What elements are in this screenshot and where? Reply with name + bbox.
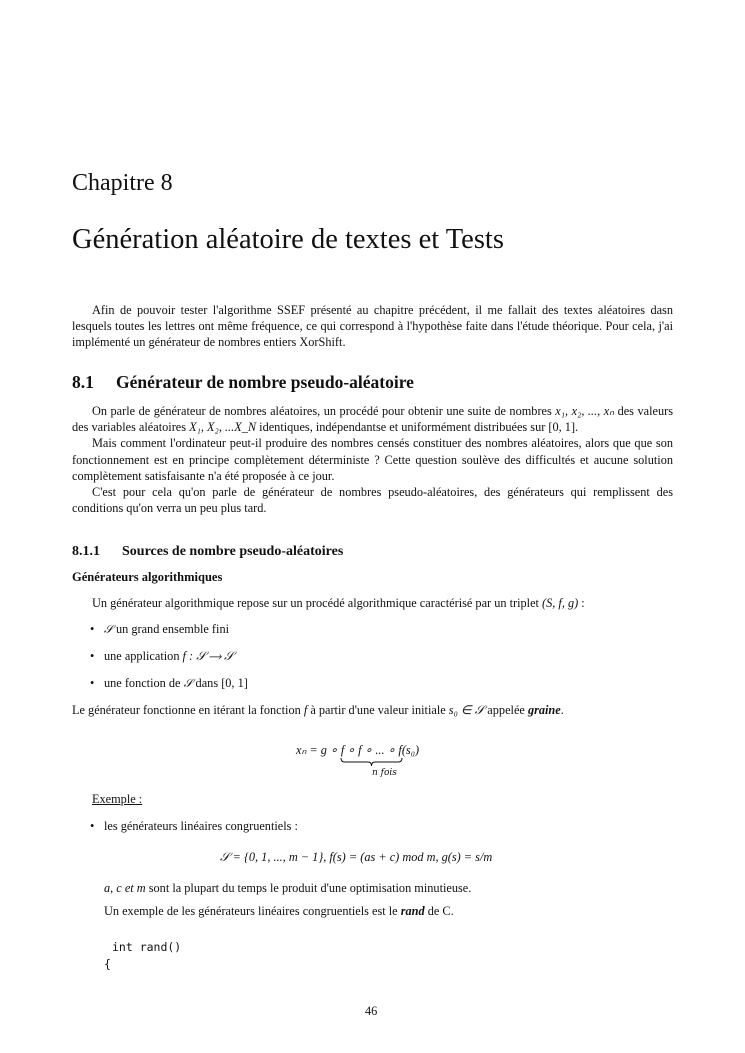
intro-text: Afin de pouvoir tester l'algorithme SSEF présenté au chapitre précédent, il me fallait des textes aléatoires dasn lesquels toutes les lettres ont même fréquence, ce qui correspond à l'hypothèse faite dans l'étude théorique. Pour cela, j'ai implémenté un générateur de nombres entiers XorShift. [72,303,673,350]
bullet-1-math: 𝒮 [104,622,113,636]
example-label: Exemple : [92,792,143,806]
iteration-formula [296,743,419,758]
formula-right: (s₀) [401,743,420,757]
bullet-item-1 [90,622,230,637]
subsection-heading [72,544,343,560]
example-bullet [90,819,298,834]
underbrace-icon [341,758,402,766]
graine-text-c: appelée [484,703,528,717]
example-line-2 [104,904,454,919]
formula-braced: f ∘ f ∘ ... ∘ f [340,743,402,757]
bullet-item-3 [90,676,248,691]
p1-text-c: identiques, indépendantse et uniformément distribuées sur [256,420,549,435]
graine-line [72,703,564,718]
algo-intro-text: Un générateur algorithmique repose sur un procédé algorithmique caractérisé par un triplet [92,596,543,610]
graine-text-a: Le générateur fonctionne en itérant la fonction [72,703,304,717]
section-paragraph-2: Mais comment l'ordinateur peut-il produire des nombres censés constituer des nombres aléatoires, alors que que son fonctionnement est en principe complètement déterministe ? Cette question soulève des difficultés et aucune solution complètement satisfaisante n'a été proposée à ce jour. [72,436,673,483]
code-line-1: int rand() [112,940,182,954]
bullet-item-2 [90,649,234,664]
p1-end: . [575,420,579,435]
section-heading [72,372,414,393]
bullet-2-text: une application [104,649,183,663]
p1-variables: X₁, X₂, ...X_N [189,420,257,435]
bullet-3-text: une fonction de [104,676,184,690]
intro-paragraph [72,302,673,351]
algo-intro [92,596,585,611]
algo-triplet: (S, f, g) [542,596,579,610]
bullet-3-math: 𝒮 [183,676,193,690]
p1-text-b: des valeurs des variables aléatoires [72,404,673,435]
subsection-title: Sources de nombre pseudo-aléatoires [122,544,344,559]
section-body [72,403,673,516]
p1-interval: [0, 1] [548,420,576,435]
bullet-icon: • [90,649,95,663]
bullet-1-text: un grand ensemble fini [112,622,230,636]
subsection-number: 8.1.1 [72,544,100,559]
example-line-2-end: de C. [424,904,454,918]
p1-sequence: x₁, x₂, ..., xₙ [555,404,615,418]
graine-word: graine [527,703,561,717]
graine-s0: s₀ ∈ 𝒮 [448,703,485,717]
section-number: 8.1 [72,372,94,392]
bullet-3-interval: [0, 1] [221,676,248,690]
bullet-3-text-mid: dans [192,676,222,690]
chapter-label: Chapitre 8 [72,170,173,196]
example-line-2-text: Un exemple de les générateurs linéaires congruentiels est le [104,904,401,918]
example-bullet-text: les générateurs linéaires congruentiels : [104,819,298,833]
paragraph-heading: Générateurs algorithmiques [72,570,223,584]
algo-intro-end: : [578,596,585,610]
example-line-1-math: a, c et m [104,881,146,895]
example-line-1-text: sont la plupart du temps le produit d'une optimisation minutieuse. [145,881,472,895]
section-paragraph-1 [72,403,673,435]
bullet-2-math: f : 𝒮 ⟶ 𝒮 [182,649,234,663]
formula-underlabel: n fois [372,768,397,778]
p1-text-a: On parle de générateur de nombres aléatoires, un procédé pour obtenir une suite de nombres [92,404,556,418]
bullet-icon: • [90,819,95,833]
formula-braced-group [341,743,402,758]
bullet-icon: • [90,676,95,690]
example-line-1 [104,881,471,896]
graine-end: . [560,703,564,717]
formula-left: xₙ = g ∘ [296,743,341,757]
chapter-title: Génération aléatoire de textes et Tests [72,224,504,255]
section-title: Générateur de nombre pseudo-aléatoire [116,372,414,392]
graine-text-b: à partir d'une valeur initiale [307,703,449,717]
rand-keyword: rand [400,904,425,918]
bullet-icon: • [90,622,95,636]
lcg-formula: 𝒮 = {0, 1, ..., m − 1}, f(s) = (as + c) mod m, g(s) = s/m [220,850,493,864]
code-line-2: { [104,957,111,971]
section-paragraph-3: C'est pour cela qu'on parle de générateur de nombres pseudo-aléatoires, des générateurs qui remplissent des conditions qu'on verra un peu plus tard. [72,485,673,516]
graine-f: f [303,703,308,717]
page-number: 46 [365,1004,378,1018]
